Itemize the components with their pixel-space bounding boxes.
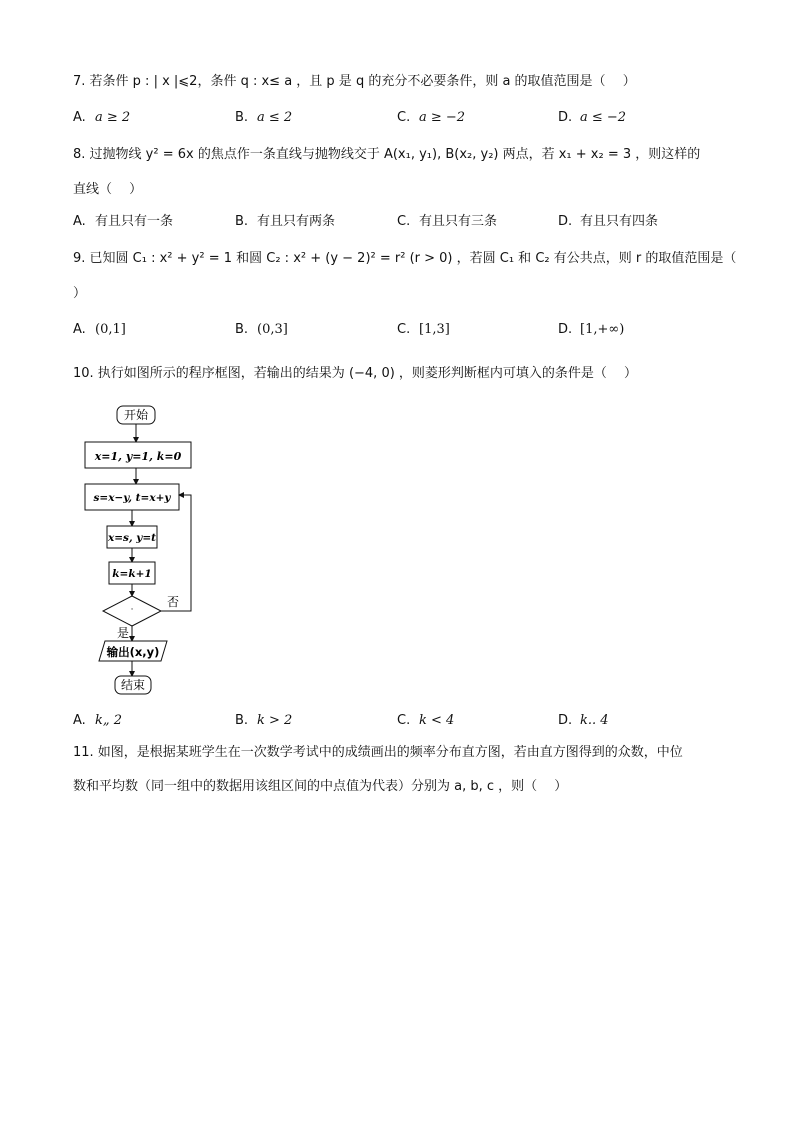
- option-value: 有且只有一条: [95, 214, 174, 229]
- q10-option-a: [73, 711, 122, 731]
- question-11-stem-line-1: 11. 如图，是根据某班学生在一次数学考试中的成绩画出的频率分布直方图，若由直方图得到的众数，中位: [73, 745, 683, 760]
- option-label: B.: [235, 214, 249, 229]
- option-value: k > 2: [257, 713, 293, 728]
- q7-option-d: [558, 108, 626, 128]
- question-9-stem-line-1: 9. 已知圆 C₁ : x² + y² = 1 和圆 C₂ : x² + (y − 2)² = r² (r > 0) ，若圆 C₁ 和 C₂ 有公共点，则 r 的取值范围是（: [73, 251, 737, 266]
- q8-option-b: [235, 212, 335, 232]
- option-value: 有且只有三条: [419, 214, 498, 229]
- question-8-stem-line-1: 8. 过抛物线 y² = 6x 的焦点作一条直线与抛物线交于 A(x₁, y₁), B(x₂, y₂) 两点，若 x₁ + x₂ = 3 ，则这样的: [73, 147, 701, 162]
- option-label: D.: [558, 214, 573, 229]
- option-label: A.: [73, 713, 86, 728]
- option-value: k.. 4: [580, 713, 609, 728]
- option-value: (0,1]: [95, 322, 126, 337]
- option-value: 有且只有四条: [580, 214, 659, 229]
- question-10-stem: 10. 执行如图所示的程序框图，若输出的结果为 (−4, 0) ，则菱形判断框内可填入的条件是（ ）: [73, 366, 638, 381]
- flowchart-output-label: 输出(x,y): [106, 645, 160, 659]
- q7-option-a: [73, 108, 130, 128]
- option-value: a ≤ −2: [580, 110, 627, 125]
- option-value: [1,3]: [419, 322, 450, 337]
- option-value: a ≥ −2: [419, 110, 466, 125]
- option-value: [1,+∞): [580, 322, 625, 337]
- option-value: k < 4: [419, 713, 455, 728]
- option-label: C.: [397, 214, 411, 229]
- flowchart-no-loop: [161, 495, 191, 611]
- q10-option-d: [558, 711, 609, 731]
- option-label: A.: [73, 110, 86, 125]
- q10-option-b: [235, 711, 292, 731]
- option-label: B.: [235, 110, 249, 125]
- q8-option-c: [397, 212, 497, 232]
- option-value: (0,3]: [257, 322, 288, 337]
- option-label: D.: [558, 713, 573, 728]
- q9-option-d: [558, 320, 624, 340]
- option-label: C.: [397, 713, 411, 728]
- option-label: C.: [397, 110, 411, 125]
- option-label: B.: [235, 713, 249, 728]
- flowchart-no-label: 否: [167, 595, 180, 609]
- flowchart-start-label: 开始: [123, 408, 149, 422]
- q9-option-b: [235, 320, 288, 340]
- option-label: D.: [558, 322, 573, 337]
- question-8-stem-line-2: 直线（ ）: [73, 182, 143, 197]
- option-label: D.: [558, 110, 573, 125]
- flowchart-decision-label: ·: [130, 605, 134, 615]
- flowchart-init-label: x=1, y=1, k=0: [94, 450, 182, 463]
- question-9-stem-line-2: ）: [73, 286, 87, 301]
- flowchart-yes-label: 是: [117, 626, 130, 640]
- option-label: A.: [73, 214, 86, 229]
- q10-option-c: [397, 711, 454, 731]
- question-7-stem: 7. 若条件 p : | x |⩽2，条件 q : x≤ a ，且 p 是 q 的充分不必要条件，则 a 的取值范围是（ ）: [73, 74, 636, 89]
- flowchart-step3-label: k=k+1: [112, 568, 152, 580]
- flowchart-end-label: 结束: [120, 678, 146, 692]
- q8-option-a: [73, 212, 173, 232]
- option-value: k„ 2: [95, 713, 123, 728]
- q9-option-c: [397, 320, 450, 340]
- q8-option-d: [558, 212, 658, 232]
- option-label: C.: [397, 322, 411, 337]
- option-value: a ≥ 2: [95, 110, 131, 125]
- option-label: A.: [73, 322, 86, 337]
- flowchart-step1-label: s=x−y, t=x+y: [93, 492, 171, 504]
- question-11-stem-line-2: 数和平均数（同一组中的数据用该组区间的中点值为代表）分别为 a, b, c ，则（ ）: [73, 779, 568, 794]
- q7-option-b: [235, 108, 292, 128]
- q7-option-c: [397, 108, 465, 128]
- option-value: 有且只有两条: [257, 214, 336, 229]
- option-value: a ≤ 2: [257, 110, 293, 125]
- flowchart-step2-label: x=s, y=t: [107, 532, 157, 544]
- q9-option-a: [73, 320, 126, 340]
- option-label: B.: [235, 322, 249, 337]
- flowchart: [75, 400, 205, 698]
